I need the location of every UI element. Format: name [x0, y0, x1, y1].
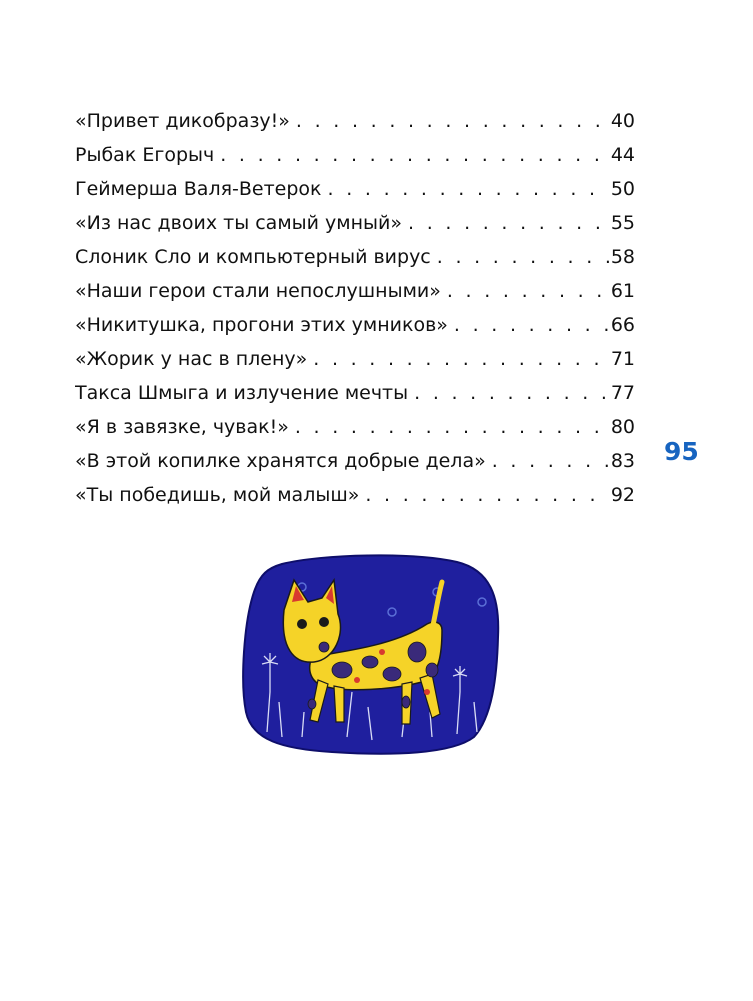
cat-spot	[308, 699, 316, 709]
toc-dot-leader	[447, 274, 609, 308]
cat-spot	[424, 689, 430, 695]
page-number: 95	[664, 437, 699, 466]
toc-entry-page: 58	[610, 246, 635, 268]
toc-entry-page: 40	[610, 110, 635, 132]
toc-entry-title: Рыбак Егорыч	[75, 144, 215, 166]
cat-spot	[319, 642, 329, 652]
cat-eye	[319, 617, 329, 627]
toc-entry-page: 50	[610, 178, 635, 200]
toc-dot-leader	[220, 138, 609, 172]
toc-entry-page: 61	[610, 280, 635, 302]
cat-spot	[402, 696, 410, 708]
toc-entry-page: 44	[610, 144, 635, 166]
toc-entry[interactable]	[75, 206, 635, 240]
table-of-contents	[75, 104, 635, 512]
spotted-cat-illustration	[242, 552, 502, 756]
toc-entry-title: «Привет дикобразу!»	[75, 110, 290, 132]
toc-entry-title: «Никитушка, прогони этих умников»	[75, 314, 448, 336]
cat-spot	[362, 656, 378, 668]
cat-leg	[334, 686, 344, 722]
toc-entry[interactable]	[75, 444, 635, 478]
toc-entry-page: 80	[610, 416, 635, 438]
toc-dot-leader	[365, 478, 608, 512]
toc-entry-page: 71	[610, 348, 635, 370]
toc-dot-leader	[313, 342, 609, 376]
toc-entry-title: Такса Шмыга и излучение мечты	[75, 382, 409, 404]
toc-dot-leader	[295, 410, 609, 444]
toc-entry[interactable]	[75, 104, 635, 138]
cat-spot	[426, 663, 438, 677]
toc-dot-leader	[437, 240, 609, 274]
toc-entry[interactable]	[75, 308, 635, 342]
cat-spot	[383, 667, 401, 681]
toc-entry[interactable]	[75, 342, 635, 376]
cat-eye	[297, 619, 307, 629]
toc-dot-leader	[414, 376, 609, 410]
toc-entry[interactable]	[75, 478, 635, 512]
toc-entry-title: Геймерша Валя-Ветерок	[75, 178, 322, 200]
toc-entry[interactable]	[75, 240, 635, 274]
toc-entry[interactable]	[75, 172, 635, 206]
toc-entry-page: 92	[610, 484, 635, 506]
cat-illustration-svg	[242, 552, 502, 756]
toc-entry-title: «Я в завязке, чувак!»	[75, 416, 289, 438]
toc-entry[interactable]	[75, 376, 635, 410]
toc-entry-title: Слоник Сло и компьютерный вирус	[75, 246, 431, 268]
toc-entry-page: 55	[610, 212, 635, 234]
toc-dot-leader	[408, 206, 609, 240]
cat-spot	[379, 649, 385, 655]
toc-entry-page: 77	[610, 382, 635, 404]
toc-entry-page: 83	[610, 450, 635, 472]
toc-entry-page: 66	[610, 314, 635, 336]
toc-entry-title: «Ты победишь, мой малыш»	[75, 484, 360, 506]
toc-dot-leader	[296, 104, 609, 138]
toc-entry-title: «Жорик у нас в плену»	[75, 348, 308, 370]
cat-spot	[354, 677, 360, 683]
toc-dot-leader	[454, 308, 609, 342]
toc-dot-leader	[328, 172, 609, 206]
toc-entry-title: «В этой копилке хранятся добрые дела»	[75, 450, 486, 472]
cat-spot	[332, 662, 352, 678]
toc-entry[interactable]	[75, 138, 635, 172]
toc-entry-title: «Наши герои стали непослушными»	[75, 280, 441, 302]
toc-dot-leader	[492, 444, 609, 478]
cat-spot	[408, 642, 426, 662]
toc-entry-title: «Из нас двоих ты самый умный»	[75, 212, 403, 234]
toc-entry[interactable]	[75, 410, 635, 444]
toc-entry[interactable]	[75, 274, 635, 308]
